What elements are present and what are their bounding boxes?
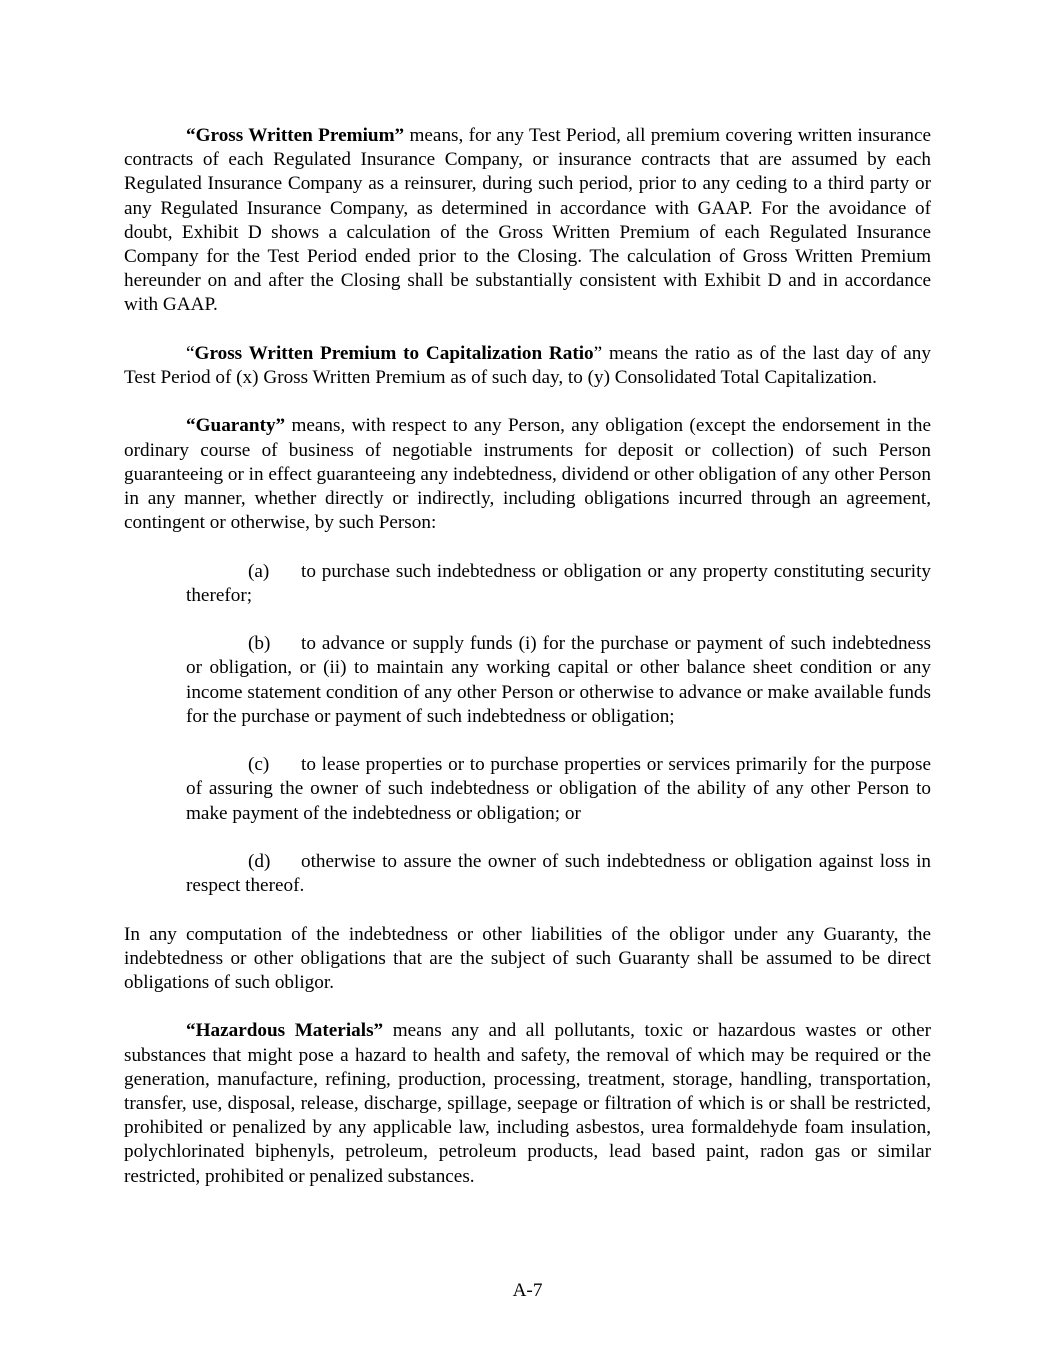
definition-text: means, for any Test Period, all premium covering written insurance contracts of each Regulated Insurance Company, or insurance contracts that are assumed by each Regulated Insurance Company as a reinsurer, during such period, prior to any ceding to a third party or any Regulated Insurance Company, as determined in accordance with GAAP. For the avoidance of doubt, Exhibit D shows a calculation of the Gross Written Premium of each Regulated Insurance Company for the Test Period ended prior to the Closing. The calculation of Gross Written Premium hereunder on and after the Closing shall be substantially consistent with Exhibit D and in accordance with GAAP. xyxy=(124,125,932,316)
definition-guaranty xyxy=(124,414,931,535)
defined-term: “Guaranty” xyxy=(186,415,286,437)
definition-gross-written-premium xyxy=(124,124,931,318)
clause-text: to purchase such indebtedness or obligation or any property constituting security therefor; xyxy=(186,560,931,606)
guaranty-closing-paragraph: In any computation of the indebtedness or other liabilities of the obligor under any Guaranty, the indebtedness or other obligations that are the subject of such Guaranty shall be assumed to be direct obligations of such obligor. xyxy=(124,923,931,993)
defined-term: “Gross Written Premium” xyxy=(186,125,405,146)
defined-term: Gross Written Premium to Capitalization Ratio xyxy=(194,342,594,364)
defined-term: “Hazardous Materials” xyxy=(186,1020,384,1042)
clause-label: (c) xyxy=(248,754,270,776)
guaranty-clause-c xyxy=(186,753,931,826)
open-quote: “ xyxy=(186,342,195,364)
guaranty-clause-a xyxy=(186,560,931,608)
clause-text: to lease properties or to purchase properties or services primarily for the purpose of assuring the owner of such indebtedness or obligation of the ability of any other Person to make payment of the indebtedness or obligation; or xyxy=(186,754,931,824)
definition-hazardous-materials xyxy=(124,1019,931,1188)
clause-label: (d) xyxy=(248,851,271,872)
clause-text: to advance or supply funds (i) for the purchase or payment of such indebtedness or obligation, or (ii) to maintain any working capital or other balance sheet condition or any income statement condition of any other Person or otherwise to advance or make available funds for the purchase or payment of such indebtedness or obligation; xyxy=(186,633,931,727)
guaranty-clause-d xyxy=(186,850,931,898)
page-number: A-7 xyxy=(512,1280,543,1301)
document-page xyxy=(124,124,931,1213)
clause-label: (b) xyxy=(248,633,271,655)
definition-text: means, with respect to any Person, any obligation (except the endorsement in the ordinary course of business of negotiable instruments for deposit or collection) of such Person guaranteeing or in effect guaranteeing any indebtedness, dividend or other obligation of any other Person in any manner, whether directly or indirectly, including obligations incurred through an agreement, contingent or otherwise, by such Person: xyxy=(124,415,931,534)
definition-text: means any and all pollutants, toxic or hazardous wastes or other substances that might pose a hazard to health and safety, the removal of which may be required or the generation, manufacture, refining, production, processing, treatment, storage, handling, transportation, transfer, use, disposal, release, discharge, spillage, seepage or filtration of which is or shall be restricted, prohibited or penalized by any applicable law, including asbestos, urea formaldehyde foam insulation, polychlorinated biphenyls, petroleum, petroleum products, lead based paint, radon gas or similar restricted, prohibited or penalized substances. xyxy=(124,1020,931,1187)
clause-label: (a) xyxy=(248,560,270,582)
guaranty-clause-b xyxy=(186,632,931,729)
clause-text: otherwise to assure the owner of such indebtedness or obligation against loss in respect thereof. xyxy=(186,851,931,897)
definition-gwp-capitalization-ratio xyxy=(124,342,931,390)
definition-text: ” means the ratio as of the last day of any Test Period of (x) Gross Written Premium as of such day, to (y) Consolidated Total Capitalization. xyxy=(124,342,931,389)
